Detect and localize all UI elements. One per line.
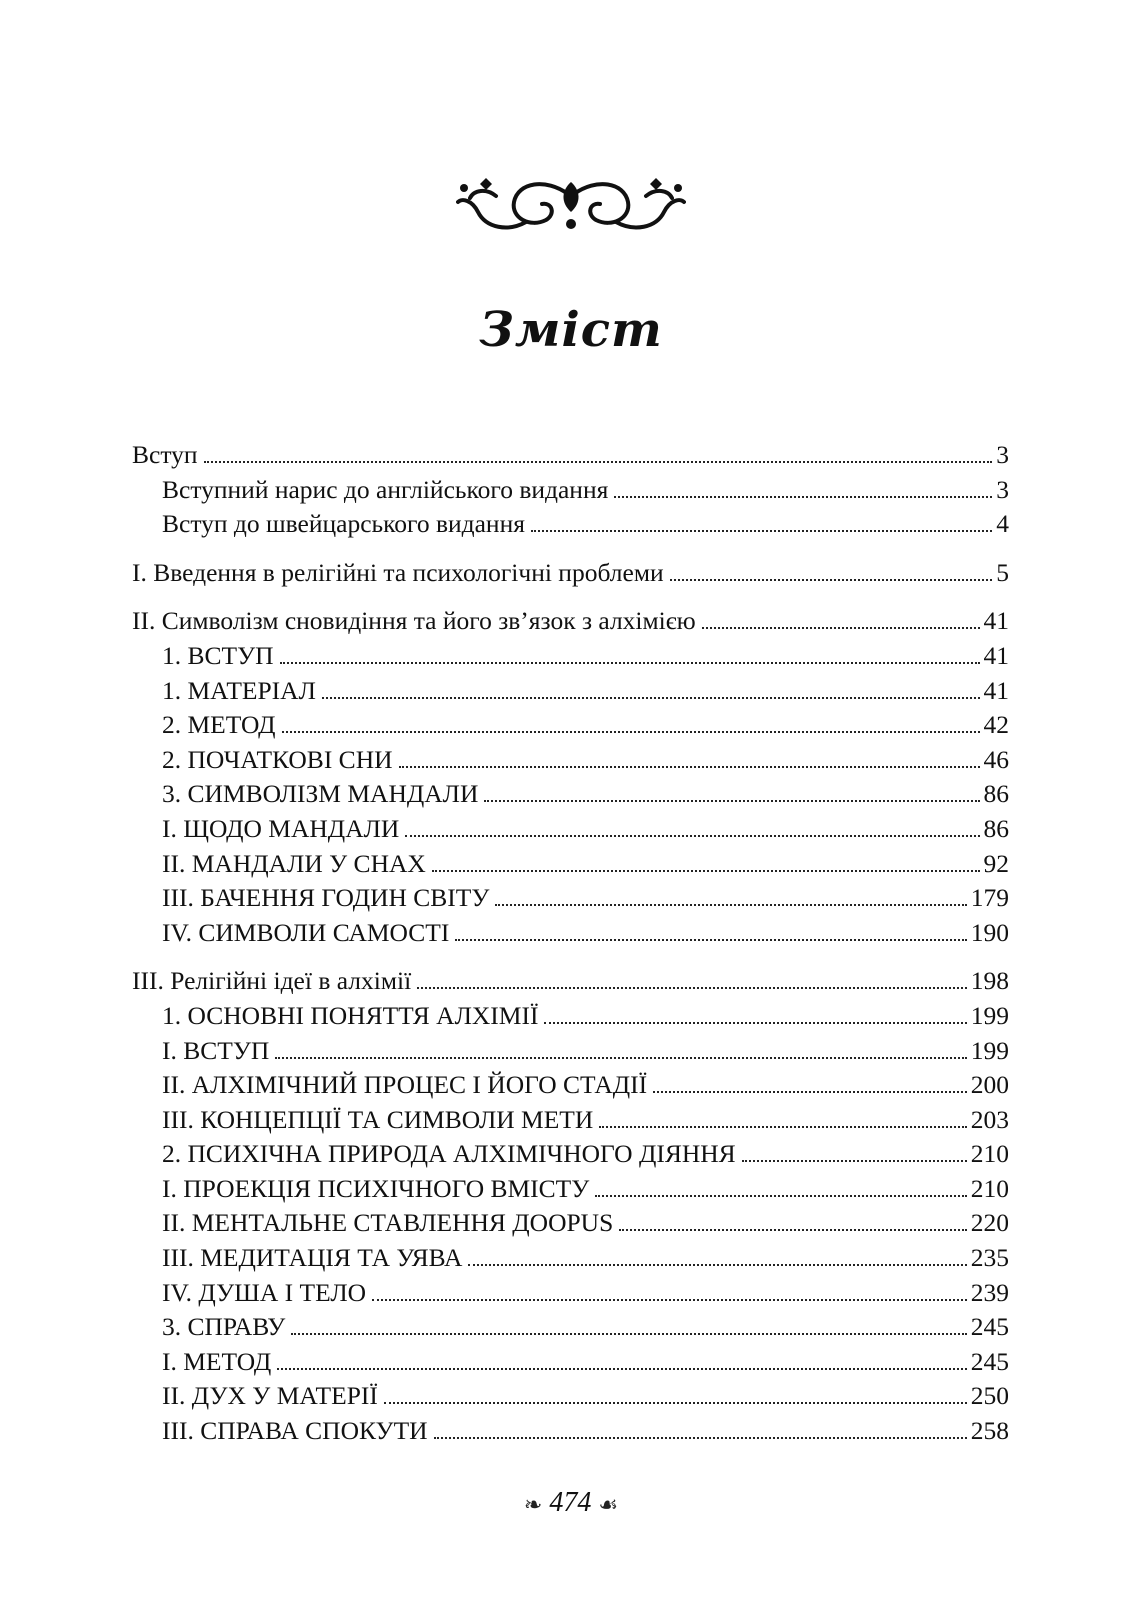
toc-entry-page: 5 [996,557,1009,587]
toc-entry[interactable] [132,1276,1009,1311]
toc-entry[interactable] [132,1414,1009,1449]
toc-entry[interactable] [132,847,1009,882]
toc-entry-page: 250 [970,1381,1009,1411]
toc-entry-page: 41 [983,640,1009,670]
toc-entry[interactable] [132,1379,1009,1414]
toc-entry-title: Вступ [132,440,198,469]
dot-leader [405,835,979,837]
toc-entry[interactable] [132,1034,1009,1069]
toc-entry[interactable] [132,999,1009,1034]
dot-leader [417,987,967,989]
toc-entry-page: 199 [970,1035,1009,1065]
toc-entry-title: Вступний нарис до англійського видання [162,474,609,504]
page-number: 474 [549,1487,592,1518]
dot-leader [204,461,993,463]
toc-entry-title: III. Релігійні ідеї в алхімії [132,966,412,996]
dot-leader [322,697,980,699]
toc-section [132,964,1009,1448]
toc-entry-page: 235 [970,1243,1009,1273]
toc-entry[interactable] [132,708,1009,743]
toc-entry-page: 258 [970,1416,1009,1446]
dot-leader [619,1229,966,1231]
toc-entry-title: 1. ОСНОВНІ ПОНЯТТЯ АЛХІМІЇ [162,1000,539,1030]
toc-entry[interactable] [132,473,1009,508]
toc-entry-title: II. Символізм сновидіння та його зв’язок з алхімією [132,606,696,636]
dot-leader [531,530,992,532]
dot-leader [599,1126,966,1128]
toc-entry-title: Вступ до швейцарського видання [162,509,525,539]
right-flourish-icon: ☙ [598,1491,619,1517]
toc-entry-page: 4 [996,509,1009,539]
toc-entry[interactable] [132,743,1009,778]
toc-entry[interactable] [132,674,1009,709]
dot-leader [277,1368,966,1370]
dot-leader [614,496,992,498]
dot-leader [742,1160,967,1162]
toc-entry[interactable] [132,777,1009,812]
toc-entry[interactable] [132,438,1009,473]
toc-entry-title: 3. СПРАВУ [162,1312,286,1342]
toc-entry-page: 42 [983,710,1009,740]
toc-entry[interactable] [132,1345,1009,1380]
dot-leader [384,1402,967,1404]
dot-leader [432,870,980,872]
dot-leader [495,904,966,906]
toc-entry-title: 2. ПОЧАТКОВІ СНИ [162,744,393,774]
toc-entry-title: I. ЩОДО МАНДАЛИ [162,813,400,843]
dot-leader [282,731,980,733]
toc-entry-title: II. АЛХІМІЧНИЙ ПРОЦЕС І ЙОГО СТАДІЇ [162,1070,648,1100]
toc-entry[interactable] [132,1206,1009,1241]
toc-entry-title: IV. СИМВОЛИ САМОСТІ [162,917,450,947]
toc-entry-page: 210 [970,1173,1009,1203]
dot-leader [670,579,993,581]
toc-entry-title: I. МЕТОД [162,1346,272,1376]
toc-entry-title: III. СПРАВА СПОКУТИ [162,1416,428,1446]
toc-entry[interactable] [132,964,1009,999]
toc-entry-title: III. БАЧЕННЯ ГОДИН СВІТУ [162,883,490,913]
dot-leader [275,1057,966,1059]
decorative-ornament-icon [456,172,686,236]
toc-entry[interactable] [132,604,1009,639]
dot-leader [372,1299,967,1301]
toc-entry-page: 239 [970,1277,1009,1307]
toc-entry-page: 199 [970,1000,1009,1030]
toc-entry[interactable] [132,556,1009,591]
toc-entry-page: 210 [970,1139,1009,1169]
toc-entry-title: II. МАНДАЛИ У СНАХ [162,848,426,878]
toc-entry[interactable] [132,1241,1009,1276]
dot-leader [702,627,980,629]
toc-entry-page: 3 [996,440,1009,469]
toc-entry[interactable] [132,1137,1009,1172]
toc-entry-title: I. ПРОЕКЦІЯ ПСИХІЧНОГО ВМІСТУ [162,1173,590,1203]
toc-entry-title: III. КОНЦЕПЦІЇ ТА СИМВОЛИ МЕТИ [162,1104,594,1134]
toc-entry[interactable] [132,916,1009,951]
toc-entry-page: 46 [983,744,1009,774]
toc-entry-page: 198 [970,966,1009,996]
toc-entry-page: 245 [970,1312,1009,1342]
page-footer [0,1487,1142,1519]
toc-entry-title: III. МЕДИТАЦІЯ ТА УЯВА [162,1243,463,1273]
toc-entry-page: 220 [970,1208,1009,1238]
toc-entry[interactable] [132,1103,1009,1138]
toc-entry[interactable] [132,812,1009,847]
toc-entry-title: 1. МАТЕРІАЛ [162,675,316,705]
toc-entry[interactable] [132,1310,1009,1345]
toc-entry-page: 92 [983,848,1009,878]
dot-leader [455,939,966,941]
toc-section [132,438,1009,542]
toc-entry-page: 190 [970,917,1009,947]
toc-entry-page: 41 [983,675,1009,705]
toc-section [132,556,1009,591]
dot-leader [595,1195,966,1197]
toc-entry-page: 200 [970,1070,1009,1100]
toc-entry-title: IV. ДУША І ТЕЛО [162,1277,367,1307]
dot-leader [434,1437,967,1439]
toc-entry-title: 2. ПСИХІЧНА ПРИРОДА АЛХІМІЧНОГО ДІЯННЯ [162,1139,736,1169]
toc-entry-page: 203 [970,1104,1009,1134]
toc-entry-page: 41 [983,606,1009,636]
toc-entry-title: 2. МЕТОД [162,710,276,740]
table-of-contents [132,438,1009,1449]
toc-entry-title: I. ВСТУП [162,1035,270,1065]
toc-entry[interactable] [132,881,1009,916]
toc-entry[interactable] [132,1068,1009,1103]
toc-entry-page: 245 [970,1346,1009,1376]
dot-leader [544,1022,966,1024]
toc-entry-title: II. ДУХ У МАТЕРІЇ [162,1381,378,1411]
toc-entry-page: 3 [996,474,1009,504]
toc-entry[interactable] [132,507,1009,542]
dot-leader [291,1333,966,1335]
toc-section [132,604,1009,950]
page-title: Зміст [479,302,663,358]
toc-entry[interactable] [132,1172,1009,1207]
toc-entry[interactable] [132,639,1009,674]
toc-entry-title: 1. ВСТУП [162,640,274,670]
dot-leader [399,766,980,768]
toc-entry-page: 86 [983,779,1009,809]
dot-leader [280,662,980,664]
dot-leader [653,1091,967,1093]
toc-entry-title: I. Введення в релігійні та психологічні проблеми [132,557,664,587]
left-flourish-icon: ❧ [523,1491,543,1517]
toc-entry-title: 3. СИМВОЛІЗМ МАНДАЛИ [162,779,479,809]
dot-leader [468,1264,966,1266]
toc-entry-page: 179 [970,883,1009,913]
toc-entry-title: II. МЕНТАЛЬНЕ СТАВЛЕННЯ ДООPUS [162,1208,614,1238]
dot-leader [484,800,979,802]
toc-entry-page: 86 [983,813,1009,843]
